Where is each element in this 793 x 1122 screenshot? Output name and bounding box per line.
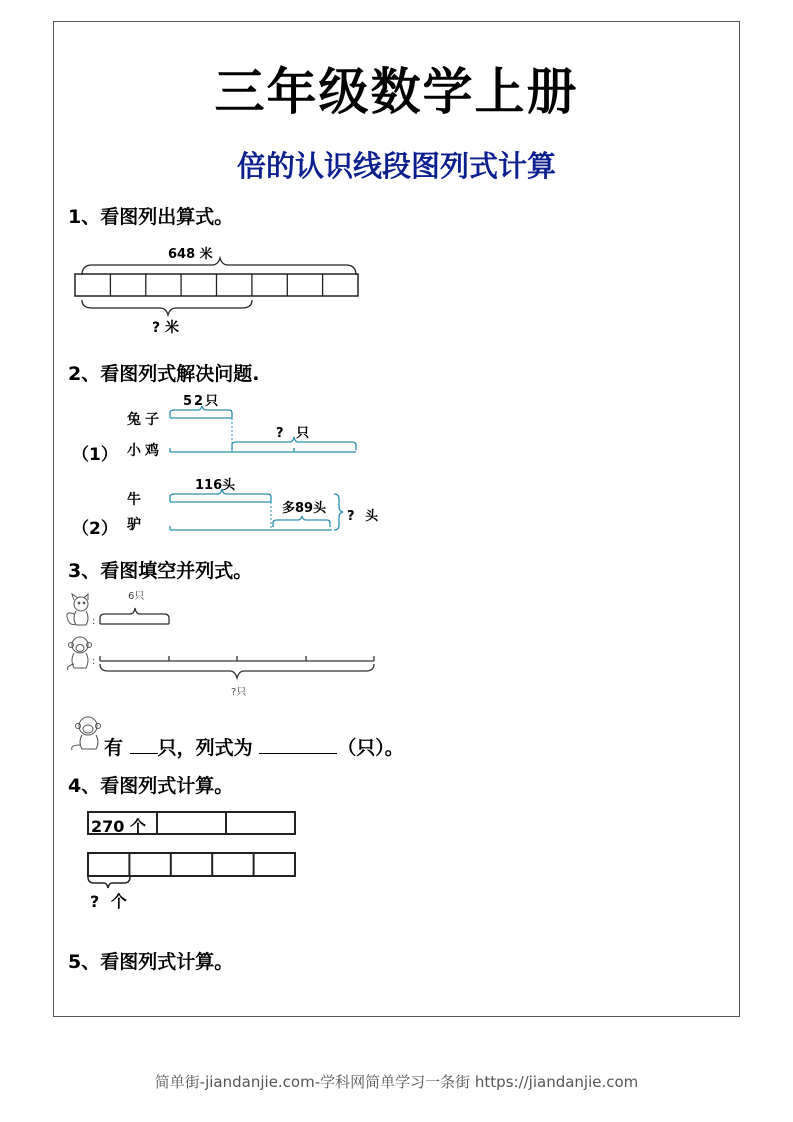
q2-1-known-label: 52只 <box>183 394 221 409</box>
question-5-heading: 5、看图列式计算。 <box>68 951 234 973</box>
q4-unknown-label: ? 个 <box>90 892 127 911</box>
q2-1-row1-name: 兔子 <box>127 412 163 428</box>
svg-text::: : <box>92 656 96 667</box>
document-title: 三年级数学上册 <box>214 63 579 121</box>
svg-text::: : <box>92 616 96 627</box>
q2-1-unknown-label: ? 只 <box>276 426 314 441</box>
question-2-heading: 2、看图列式解决问题. <box>68 363 260 385</box>
footer-watermark: 简单街-jiandanjie.com-学科网简单学习一条街 https://jiandanjie.com <box>154 1073 639 1091</box>
q2-2-more-label: 多89头 <box>282 501 327 516</box>
q2-2-part-label: （2） <box>72 519 118 539</box>
q3-fill-part3: （只）。 <box>337 737 404 759</box>
q2-2-row1-name: 牛 <box>127 492 141 508</box>
question-3-heading: 3、看图填空并列式。 <box>68 560 253 582</box>
q2-2-known-label: 116头 <box>195 478 236 493</box>
q2-2-row2-name: 驴 <box>127 517 141 533</box>
q4-first-cell-label: 270 个 <box>91 817 146 836</box>
q1-unknown-label: ? 米 <box>152 320 179 336</box>
q3-fill-part2: 只，列式为 <box>157 737 253 759</box>
q2-2-unknown-label: ? 头 <box>347 509 379 524</box>
q1-total-label: 648 米 <box>168 247 213 262</box>
q3-fill-part1: 有 <box>104 737 124 759</box>
question-1-heading: 1、看图列出算式。 <box>68 206 234 228</box>
q3-unknown-label: ?只 <box>231 687 247 698</box>
q3-known-label: 6只 <box>128 591 145 602</box>
document-subtitle: 倍的认识线段图列式计算 <box>236 149 556 183</box>
q2-1-row2-name: 小鸡 <box>127 443 163 459</box>
question-4-heading: 4、看图列式计算。 <box>68 775 234 797</box>
q2-1-part-label: （1） <box>72 445 118 465</box>
